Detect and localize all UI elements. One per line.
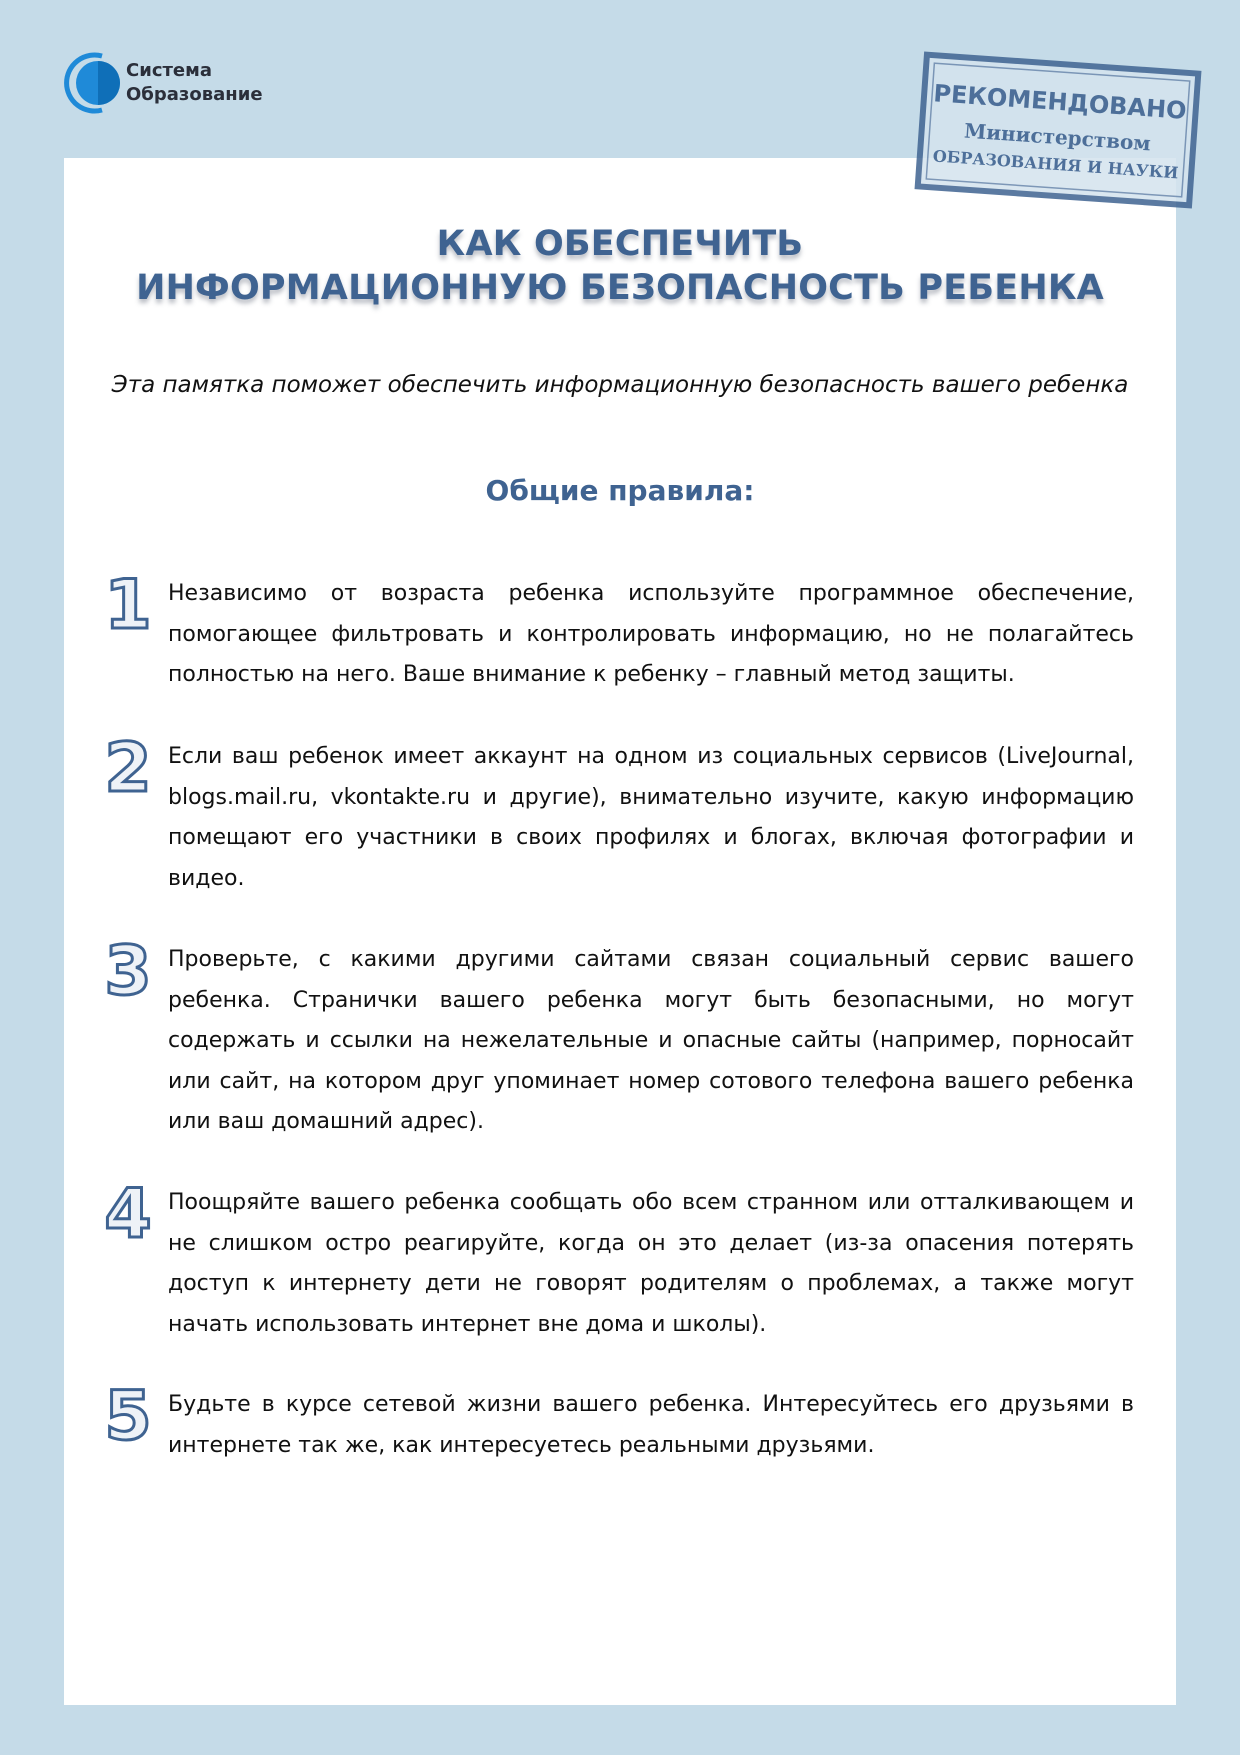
logo-line-2: Образование <box>126 84 263 105</box>
page-subtitle: Эта памятка поможет обеспечить информационную безопасность вашего ребенка <box>111 372 1129 398</box>
stamp-line-1: РЕКОМЕНДОВАНО <box>932 79 1188 125</box>
page-title <box>0 222 1240 310</box>
number-3-icon <box>96 930 166 1010</box>
rule-number: 1 <box>104 566 152 644</box>
recommended-stamp <box>913 50 1202 209</box>
logo-text <box>126 59 263 107</box>
rule-item-3 <box>96 932 1146 1143</box>
logo <box>62 48 263 118</box>
circle-logo-icon <box>62 48 120 118</box>
number-4-icon <box>96 1173 166 1253</box>
rule-text: Независимо от возраста ребенка используйте программное обеспечение, помогающее фильтровать и контролировать информацию, но не полагайтесь полностью на него. Ваше внимание к ребенку – главный метод защиты. <box>168 581 1134 687</box>
title-line-2: ИНФОРМАЦИОННУЮ БЕЗОПАСНОСТЬ РЕБЕНКА <box>136 268 1104 308</box>
rule-number: 5 <box>104 1377 152 1455</box>
section-heading: Общие правила: <box>485 474 755 507</box>
rule-number: 4 <box>104 1175 152 1253</box>
rule-number: 2 <box>104 729 152 807</box>
rule-text: Если ваш ребенок имеет аккаунт на одном из социальных сервисов (LiveJournal, blogs.mail.ru, vkontakte.ru и другие), внимательно изучите, какую информацию помещают его участники в своих профилях и блогах, включая фотографии и видео. <box>168 744 1134 891</box>
title-line-1: КАК ОБЕСПЕЧИТЬ <box>436 224 804 264</box>
rule-number: 3 <box>104 932 152 1010</box>
rule-item-1 <box>96 566 1146 696</box>
stamp-line-3: образования и науки <box>932 146 1180 183</box>
rule-item-2 <box>96 729 1146 899</box>
rule-text: Будьте в курсе сетевой жизни вашего ребенка. Интересуйтесь его друзьями в интернете так же, как интересуетесь реальными друзьями. <box>168 1392 1134 1458</box>
number-1-icon <box>96 564 166 644</box>
rule-item-5 <box>96 1377 1146 1466</box>
logo-line-1: Система <box>126 60 212 81</box>
number-5-icon <box>96 1375 166 1455</box>
stamp-line-2: Министерством <box>963 118 1152 156</box>
number-2-icon <box>96 727 166 807</box>
rule-item-4 <box>96 1175 1146 1345</box>
rule-text: Поощряйте вашего ребенка сообщать обо всем странном или отталкивающем и не слишком остро реагируйте, когда он это делает (из-за опасения потерять доступ к интернету дети не говорят родителям о проблемах, а также могут начать использовать интернет вне дома и школы). <box>168 1190 1134 1337</box>
rule-text: Проверьте, с какими другими сайтами связан социальный сервис вашего ребенка. Странички вашего ребенка могут быть безопасными, но могут содержать и ссылки на нежелательные и опасные сайты (например, порносайт или сайт, на котором друг упоминает номер сотового телефона вашего ребенка или ваш домашний адрес). <box>168 947 1134 1134</box>
